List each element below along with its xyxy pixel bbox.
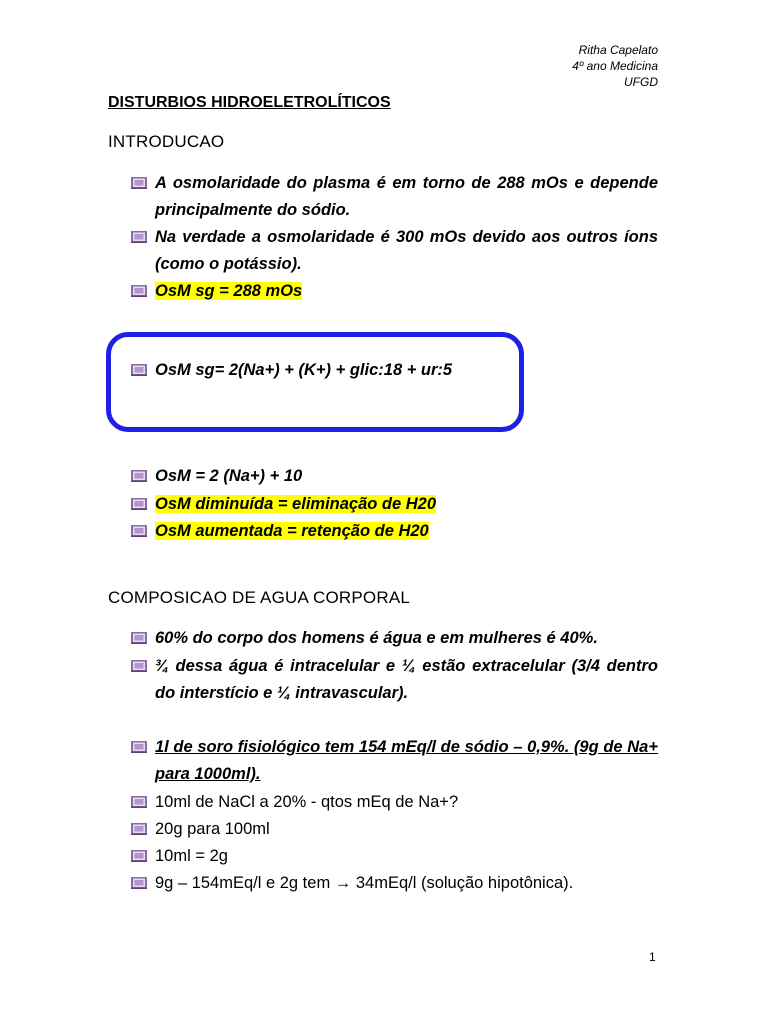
author-course: 4º ano Medicina	[572, 59, 658, 73]
bullet-item	[130, 170, 658, 224]
formula-text: OsM sg= 2(Na+) + (K+) + glic:18 + ur:5	[155, 361, 453, 379]
bullet-text: 10ml de NaCl a 20% - qtos mEq de Na+?	[155, 793, 459, 811]
bullet-item	[130, 843, 658, 870]
bullet-text: 10ml = 2g	[155, 847, 228, 865]
page-number: 1	[649, 950, 656, 964]
book-bullet-icon	[130, 876, 148, 890]
bullet-text: OsM aumentada = retenção de H20	[155, 522, 429, 540]
bullet-item	[130, 870, 658, 897]
book-bullet-icon	[130, 740, 148, 754]
book-bullet-icon	[130, 363, 148, 377]
bullet-item	[130, 816, 658, 843]
book-bullet-icon	[130, 176, 148, 190]
bullet-item	[130, 734, 658, 788]
bullet-item	[130, 653, 658, 707]
bullet-text: 60% do corpo dos homens é água e em mulheres é 40%.	[155, 629, 598, 647]
bullet-item	[130, 789, 658, 816]
section-heading-intro: INTRODUCAO	[108, 132, 225, 151]
bullet-item	[130, 278, 658, 305]
book-bullet-icon	[130, 469, 148, 483]
bullet-text: ¾ dessa água é intracelular e ¼ estão extracelular (3/4 dentro do interstício e ¼ intravascular).	[155, 657, 658, 702]
bullet-text: Na verdade a osmolaridade é 300 mOs devido aos outros íons (como o potássio).	[155, 228, 658, 273]
book-bullet-icon	[130, 849, 148, 863]
bullet-text: OsM = 2 (Na+) + 10	[155, 467, 303, 485]
book-bullet-icon	[130, 795, 148, 809]
book-bullet-icon	[130, 524, 148, 538]
bullet-text: OsM sg = 288 mOs	[155, 282, 303, 300]
bullet-item	[130, 463, 658, 490]
bullet-text: 1l de soro fisiológico tem 154 mEq/l de sódio – 0,9%. (9g de Na+ para 1000ml).	[155, 738, 658, 783]
bullet-text: A osmolaridade do plasma é em torno de 288 mOs e depende principalmente do sódio.	[155, 174, 658, 219]
bullet-item	[130, 625, 658, 652]
bullet-item	[130, 357, 658, 384]
book-bullet-icon	[130, 284, 148, 298]
book-bullet-icon	[130, 822, 148, 836]
bullet-item	[130, 491, 658, 518]
book-bullet-icon	[130, 497, 148, 511]
author-name: Ritha Capelato	[578, 43, 658, 57]
section-heading-composition: COMPOSICAO DE AGUA CORPORAL	[108, 588, 411, 607]
author-institution: UFGD	[624, 75, 658, 89]
bullet-text: 9g – 154mEq/l e 2g tem → 34mEq/l (solução hipotônica).	[155, 874, 574, 892]
book-bullet-icon	[130, 659, 148, 673]
bullet-item	[130, 224, 658, 278]
bullet-text: 20g para 100ml	[155, 820, 270, 838]
bullet-item	[130, 518, 658, 545]
document-title: DISTURBIOS HIDROELETROLÍTICOS	[108, 94, 391, 111]
book-bullet-icon	[130, 230, 148, 244]
author-block	[572, 42, 658, 90]
book-bullet-icon	[130, 631, 148, 645]
bullet-text: OsM diminuída = eliminação de H20	[155, 495, 437, 513]
